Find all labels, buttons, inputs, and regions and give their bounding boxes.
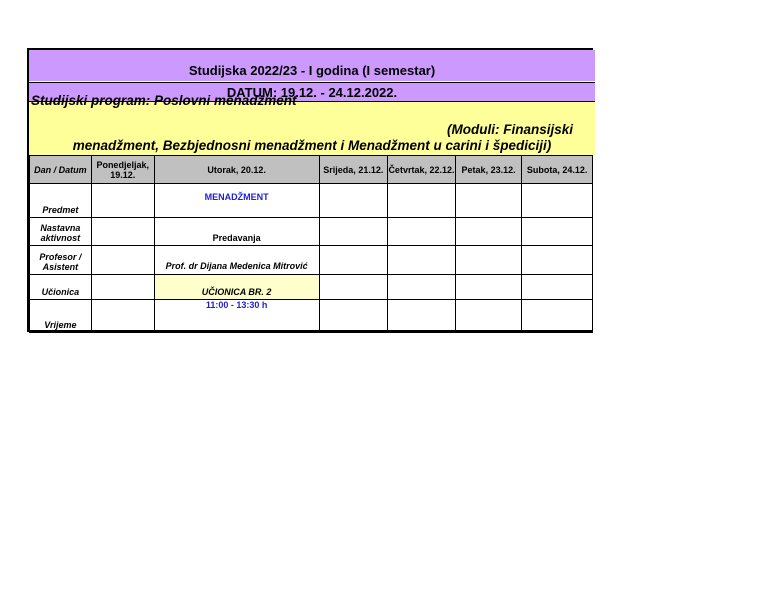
row-nastavna (30, 218, 593, 246)
day-tuesday: Utorak, 20.12. (154, 156, 319, 184)
cell-empty (388, 246, 456, 275)
activity-cell: Predavanja (154, 218, 319, 246)
row-predmet (30, 184, 593, 218)
cell-empty (455, 246, 522, 275)
day-wednesday: Srijeda, 21.12. (319, 156, 388, 184)
cell-empty (388, 300, 456, 333)
cell-empty (455, 275, 522, 300)
cell-empty (91, 246, 154, 275)
cell-empty (91, 300, 154, 333)
cell-empty (522, 184, 593, 218)
schedule-table (29, 155, 593, 333)
header-label: Dan / Datum (30, 156, 92, 184)
cell-empty (319, 246, 388, 275)
day-monday: Ponedjeljak, 19.12. (91, 156, 154, 184)
cell-empty (522, 300, 593, 333)
header-row (30, 156, 593, 184)
professor-cell: Prof. dr Dijana Medenica Mitrović (154, 246, 319, 275)
row-profesor (30, 246, 593, 275)
title-band (29, 50, 595, 61)
label-profesor: Profesor / Asistent (30, 246, 92, 275)
cell-empty (319, 275, 388, 300)
label-predmet: Predmet (30, 184, 92, 218)
cell-empty (455, 300, 522, 333)
study-program-line1: Studijski program: Poslovni menadžment (31, 93, 297, 108)
cell-empty (388, 275, 456, 300)
schedule-sheet (27, 48, 593, 332)
label-vrijeme: Vrijeme (30, 300, 92, 333)
label-nastavna: Nastavna aktivnost (30, 218, 92, 246)
study-program (29, 93, 595, 155)
cell-empty (455, 218, 522, 246)
row-vrijeme (30, 300, 593, 333)
study-program-line2: menadžment, Bezbjednosni menadžment i Menadžment u carini i špediciji) (72, 138, 552, 153)
cell-empty (91, 184, 154, 218)
row-ucionica (30, 275, 593, 300)
cell-empty (522, 218, 593, 246)
cell-empty (91, 275, 154, 300)
time-cell: 11:00 - 13:30 h (154, 300, 319, 333)
date-range: DATUM: 19.12. - 24.12.2022. (29, 82, 595, 102)
label-ucionica: Učionica (30, 275, 92, 300)
study-program-moduli: (Moduli: Finansijski (446, 122, 573, 137)
cell-empty (319, 184, 388, 218)
cell-empty (522, 275, 593, 300)
schedule-title: Studijska 2022/23 - I godina (I semestar) (29, 61, 595, 81)
cell-empty (319, 300, 388, 333)
cell-empty (455, 184, 522, 218)
classroom-cell: UČIONICA BR. 2 (154, 275, 319, 300)
day-friday: Petak, 23.12. (455, 156, 522, 184)
cell-empty (319, 218, 388, 246)
subject-cell: MENADŽMENT (154, 184, 319, 218)
cell-empty (388, 218, 456, 246)
cell-empty (91, 218, 154, 246)
day-thursday: Četvrtak, 22.12. (388, 156, 456, 184)
day-saturday: Subota, 24.12. (522, 156, 593, 184)
cell-empty (522, 246, 593, 275)
cell-empty (388, 184, 456, 218)
